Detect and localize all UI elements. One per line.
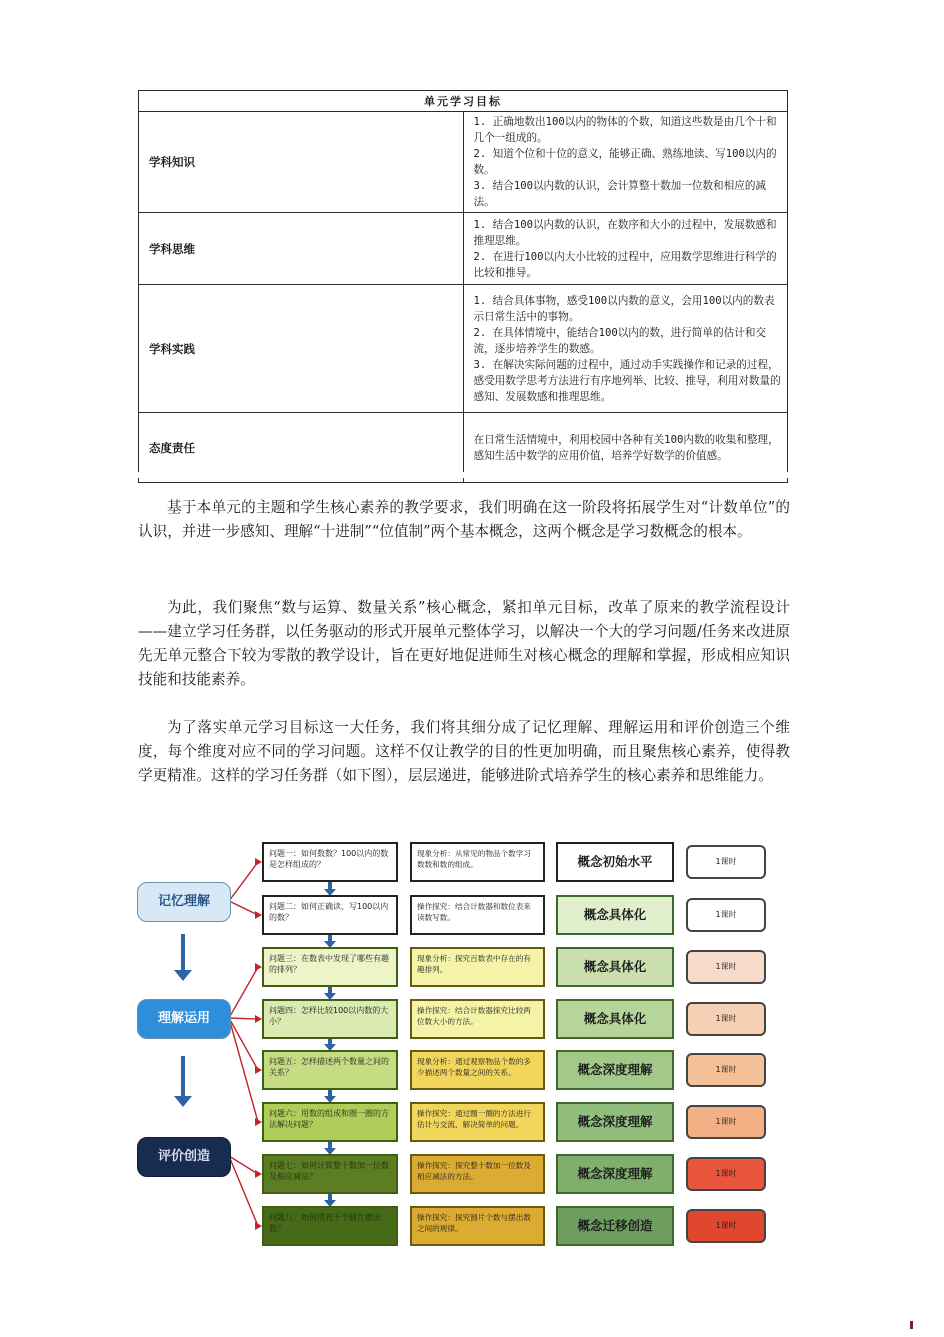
question-box: 问题二：如何正确读、写100以内的数？	[262, 895, 398, 935]
goal-item: 1. 正确地数出100以内的物体的个数，知道这些数是由几个十和几个一组成的。	[473, 116, 777, 144]
concept-level-box: 概念具体化	[556, 999, 674, 1039]
arrow-head-icon	[255, 1222, 262, 1230]
goal-item: 2. 在进行100以内大小比较的过程中，应用数学思维进行科学的比较和推导。	[473, 250, 777, 279]
table-bottom-edge	[130, 472, 800, 478]
activity-box: 操作探究：通过圈一圈的方法进行估计与交流，解决简单的问题。	[410, 1102, 545, 1142]
connector-line	[229, 967, 258, 1018]
down-arrow-icon	[324, 1148, 336, 1155]
concept-level-box: 概念具体化	[556, 947, 674, 987]
category-cell: 学科思维	[139, 213, 464, 285]
question-box: 问题七：如何计算整十数加一位数及相应减法？	[262, 1154, 398, 1194]
lesson-hours-box: 1课时	[686, 898, 766, 932]
lesson-hours-box: 1课时	[686, 1105, 766, 1139]
down-arrow-icon	[324, 1044, 336, 1051]
paragraph	[138, 716, 790, 788]
goal-item: 2. 知道个位和十位的意义，能够正确、熟练地读、写100以内的数。	[473, 148, 777, 176]
lesson-hours-box: 1课时	[686, 1157, 766, 1191]
arrow-head-icon	[255, 1170, 262, 1178]
activity-box: 操作探究：结合计数器探究比较两位数大小的方法。	[410, 999, 545, 1039]
goal-item: 3. 结合100以内数的认识，会计算整十数加一位数和相应的减法。	[473, 180, 767, 208]
connector-line	[229, 1018, 258, 1122]
down-arrow-icon	[324, 993, 336, 1000]
table-row	[139, 285, 788, 413]
concept-level-box: 概念初始水平	[556, 842, 674, 882]
question-box: 问题三：在数表中发现了哪些有趣的排列？	[262, 947, 398, 987]
arrow-head-icon	[255, 1015, 262, 1023]
stage-understanding-application: 理解运用	[137, 999, 231, 1039]
paragraph-text: 为了落实单元学习目标这一大任务，我们将其细分成了记忆理解、理解运用和评价创造三个维度，每个维度对应不同的学习问题。这样不仅让教学的目的性更加明确，而且聚焦核心素养，使得教学更精准。这样的学习任务群（如下图），层层递进，能够进阶式培养学生的核心素养和思维能力。	[138, 719, 790, 784]
stage-memory-understanding: 记忆理解	[137, 882, 231, 922]
paragraph-text: 为此，我们聚焦“数与运算、数量关系”核心概念，紧扣单元目标，改革了原来的教学流程设计——建立学习任务群，以任务驱动的形式开展单元整体学习，以解决一个大的学习问题/任务来改进原先无单元整合下较为零散的教学设计，旨在更好地促进师生对核心概念的理解和掌握，形成相应知识技能和技能素养。	[138, 599, 790, 688]
connector-line	[229, 1156, 258, 1174]
stage-arrow-stem	[181, 1056, 185, 1098]
lesson-hours-box: 1课时	[686, 845, 766, 879]
question-box: 问题五：怎样描述两个数量之间的关系？	[262, 1050, 398, 1090]
goal-item: 1. 结合具体事物，感受100以内数的意义，会用100以内的数表示日常生活中的事物。	[473, 294, 775, 323]
question-box: 问题四：怎样比较100以内数的大小？	[262, 999, 398, 1039]
down-arrow-icon	[324, 941, 336, 948]
paragraph	[138, 496, 790, 544]
lesson-hours-box: 1课时	[686, 1209, 766, 1243]
category-cell: 态度责任	[139, 413, 464, 483]
arrow-head-icon	[255, 963, 262, 971]
page-mark	[910, 1321, 913, 1329]
concept-level-box: 概念深度理解	[556, 1154, 674, 1194]
goal-item: 1. 结合100以内数的认识，在数序和大小的过程中，发展数感和推理思维。	[473, 218, 777, 247]
table-row	[139, 213, 788, 285]
down-arrow-icon	[324, 889, 336, 896]
connector-line	[229, 901, 258, 915]
activity-box: 操作探究：探究整十数加一位数及相应减法的方法。	[410, 1154, 545, 1194]
concept-level-box: 概念具体化	[556, 895, 674, 935]
arrow-head-icon	[255, 911, 262, 919]
connector-line	[229, 862, 258, 901]
paragraph	[138, 596, 790, 692]
concept-level-box: 概念深度理解	[556, 1050, 674, 1090]
connector-line	[229, 1018, 258, 1019]
lesson-hours-box: 1课时	[686, 1053, 766, 1087]
table-title: 单元学习目标	[139, 91, 788, 112]
concept-level-box: 概念迁移创造	[556, 1206, 674, 1246]
stage-evaluation-creation: 评价创造	[137, 1137, 231, 1177]
question-box: 问题六：用数的组成和圈一圈的方法解决问题？	[262, 1102, 398, 1142]
arrow-head-icon	[255, 858, 262, 866]
stage-arrow-icon	[174, 970, 192, 981]
down-arrow-icon	[324, 1096, 336, 1103]
connector-line	[229, 1156, 258, 1226]
arrow-head-icon	[255, 1118, 262, 1126]
connector-line	[229, 1018, 258, 1070]
stage-arrow-icon	[174, 1096, 192, 1107]
arrow-head-icon	[255, 1066, 262, 1074]
category-cell: 学科知识	[139, 112, 464, 213]
goal-item: 在日常生活情境中，利用校园中各种有关100内数的收集和整理，感知生活中数学的应用价值，培养学好数学的价值感。	[473, 433, 779, 462]
question-box: 问题一：如何数数？100以内的数是怎样组成的？	[262, 842, 398, 882]
activity-box: 现象分析：通过观察物品个数的多少描述两个数量之间的关系。	[410, 1050, 545, 1090]
goal-item: 3. 在解决实际问题的过程中，通过动手实践操作和记录的过程，感受用数学思考方法进行有序地列举、比较、推导，利用对数量的感知、发展数感和推理思维。	[473, 358, 781, 403]
paragraph-text: 基于本单元的主题和学生核心素养的教学要求，我们明确在这一阶段将拓展学生对“计数单位”的认识，并进一步感知、理解“十进制”“位值制”两个基本概念，这两个概念是学习数概念的根本。	[138, 499, 790, 540]
activity-box: 操作探究：探究圆片个数与摆出数之间的规律。	[410, 1206, 545, 1246]
question-box: 问题八：如何用若干个圆片摆出数？	[262, 1206, 398, 1246]
activity-box: 现象分析：从常见的物品个数学习数数和数的组成。	[410, 842, 545, 882]
table-row	[139, 112, 788, 213]
stage-arrow-stem	[181, 934, 185, 972]
activity-box: 操作探究：结合计数器和数位表来读数写数。	[410, 895, 545, 935]
category-cell: 学科实践	[139, 285, 464, 413]
concept-level-box: 概念深度理解	[556, 1102, 674, 1142]
activity-box: 现象分析：探究百数表中存在的有趣排列。	[410, 947, 545, 987]
lesson-hours-box: 1课时	[686, 950, 766, 984]
lesson-hours-box: 1课时	[686, 1002, 766, 1036]
down-arrow-icon	[324, 1200, 336, 1207]
unit-goals-table	[138, 90, 788, 483]
goal-item: 2. 在具体情境中，能结合100以内的数，进行简单的估计和交流，逐步培养学生的数感。	[473, 326, 767, 355]
